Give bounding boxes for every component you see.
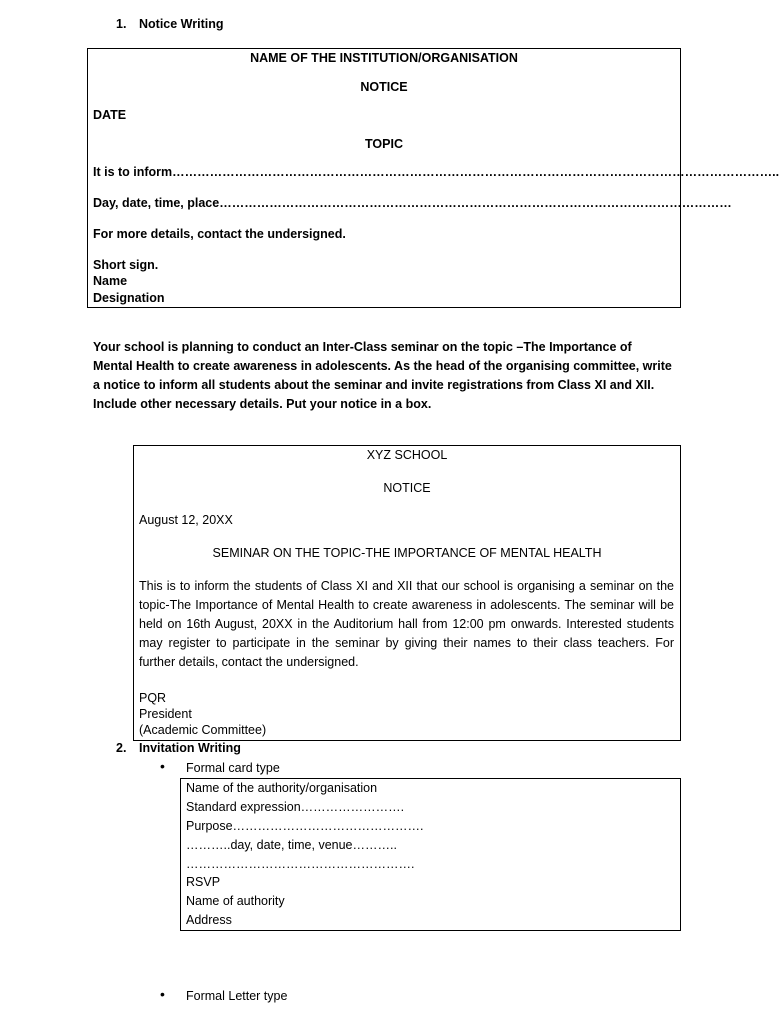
template-date: DATE (93, 108, 127, 122)
template-institution: NAME OF THE INSTITUTION/ORGANISATION (250, 51, 518, 65)
section-1-title: Notice Writing (139, 17, 224, 31)
template-designation: Designation (93, 291, 165, 305)
section-2-title: Invitation Writing (139, 741, 241, 755)
sample-role: President (139, 707, 192, 721)
card-line: Standard expression……………………. (186, 800, 405, 814)
sample-signer: PQR (139, 691, 167, 705)
sample-body: This is to inform the students of Class XI and XII that our school is organising a seminar on the topic-The Importance of Mental Health to create awareness in adolescents. The seminar will be held on 16th August, 20XX in the Auditorium hall from 12:00 pm onwards. Interested students may register to participate in the seminar by giving their names to their class teachers. For further details, contact the undersigned. (139, 579, 674, 669)
card-line: ………………………………………………. (186, 857, 415, 871)
template-day-date-line: Day, date, time, place…………………………………………………………………………………………………………… (93, 196, 732, 210)
card-line: Address (186, 913, 232, 927)
section-1-number: 1. (116, 17, 127, 31)
card-line: ………..day, date, time, venue……….. (186, 838, 397, 852)
bullet-formal-letter: Formal Letter type (186, 989, 288, 1003)
bullet-icon: • (160, 986, 165, 1002)
template-topic: TOPIC (365, 137, 403, 151)
sample-committee: (Academic Committee) (139, 723, 267, 737)
bullet-icon: • (160, 758, 165, 774)
sample-topic: SEMINAR ON THE TOPIC-THE IMPORTANCE OF MENTAL HEALTH (212, 546, 602, 560)
notice-template-box (87, 48, 779, 308)
sample-notice-heading: NOTICE (383, 481, 431, 495)
sample-school-name: XYZ SCHOOL (366, 448, 448, 462)
sample-notice-box (133, 445, 681, 741)
section-2-number: 2. (116, 741, 127, 755)
sample-date: August 12, 20XX (139, 513, 233, 527)
card-line: Purpose………………………………………. (186, 819, 424, 833)
template-inform-line: It is to inform……………………………………………………………………………………………………………………………….. (93, 165, 779, 179)
bullet-formal-card: Formal card type (186, 761, 280, 775)
card-line: Name of authority (186, 894, 285, 908)
template-details: For more details, contact the undersigned. (93, 227, 346, 241)
template-notice-heading: NOTICE (360, 80, 408, 94)
card-line: Name of the authority/organisation (186, 781, 378, 795)
card-line: RSVP (186, 875, 221, 889)
template-sign: Short sign. (93, 258, 159, 272)
question-paragraph: Your school is planning to conduct an Inter-Class seminar on the topic –The Importance of Mental Health to create awareness in adolescents. As the head of the organising committee, write a notice to inform all students about the seminar and invite registrations from Class XI and XII. Include other necessary details. Put your notice in a box. (93, 340, 672, 411)
invitation-card-box (180, 778, 681, 931)
template-name: Name (93, 274, 128, 288)
